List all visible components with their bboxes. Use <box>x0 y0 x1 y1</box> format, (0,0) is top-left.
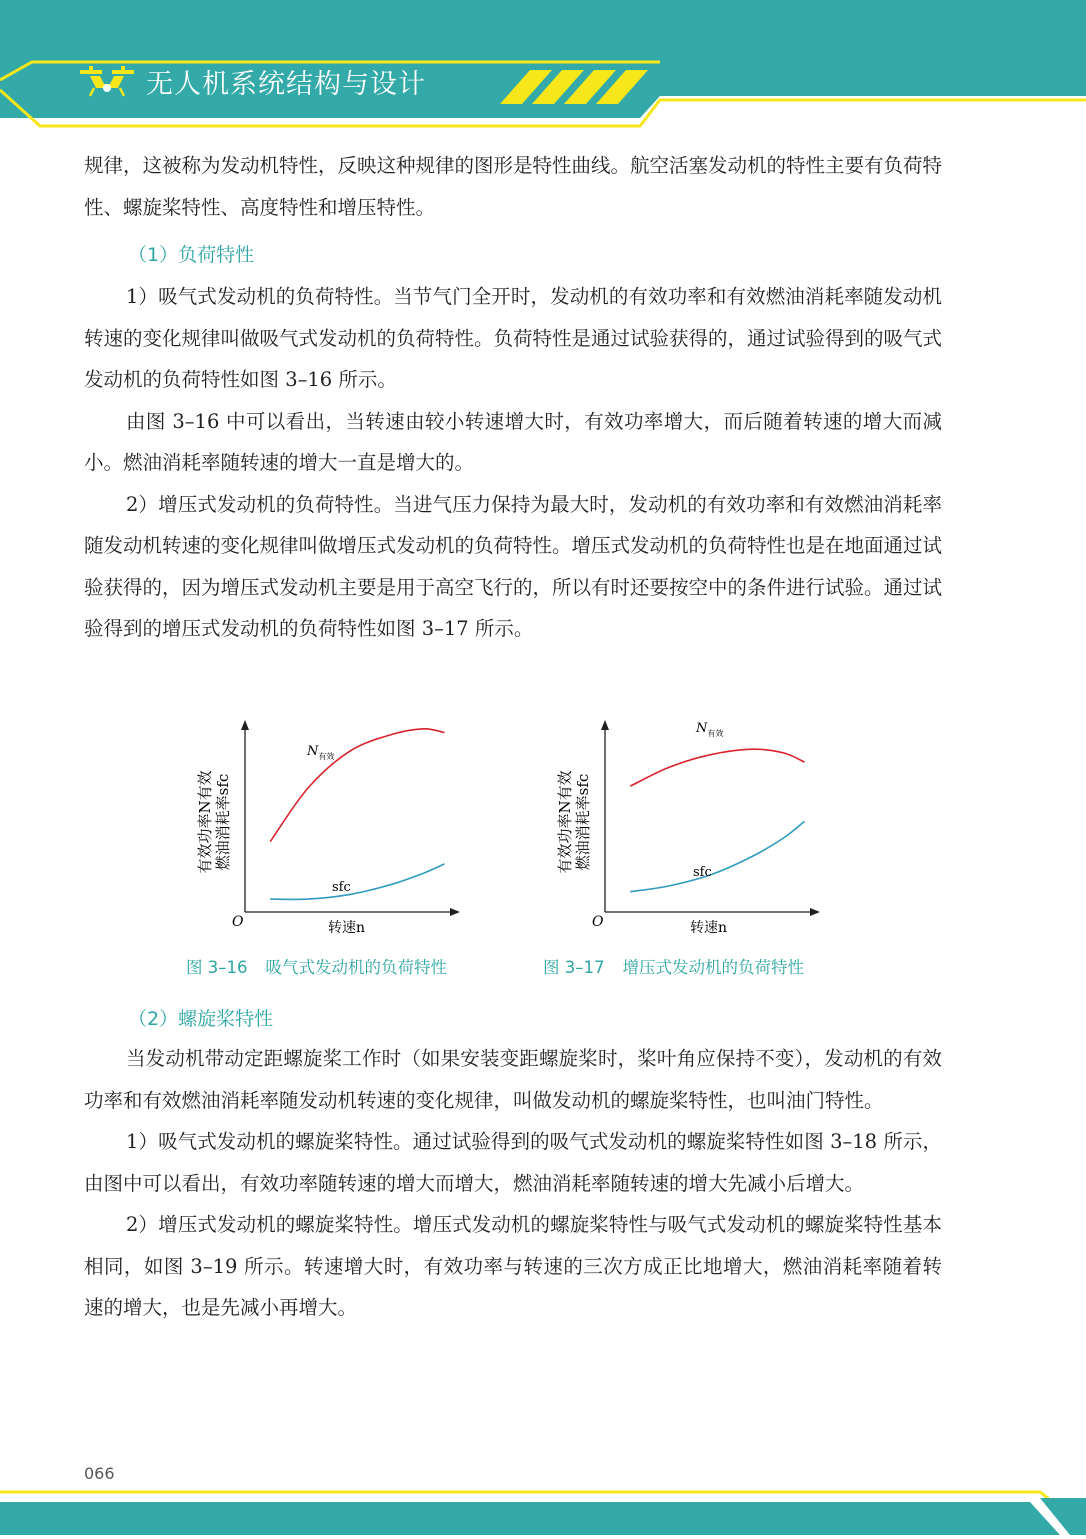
page-number: 066 <box>84 1464 115 1483</box>
text-block-top <box>84 145 942 228</box>
origin-label: O <box>592 914 604 930</box>
paragraph: 1）吸气式发动机的螺旋桨特性。通过试验得到的吸气式发动机的螺旋桨特性如图 3–18 所示，由图中可以看出，有效功率随转速的增大而增大，燃油消耗率随转速的增大先减小后增大。 <box>84 1130 942 1195</box>
series-label-sub: 有效 <box>318 752 335 761</box>
page-footer <box>0 1488 1086 1535</box>
x-axis-arrow <box>450 908 460 916</box>
figure-caption-3-17 <box>543 954 804 978</box>
y-axis-label-line1: 有效功率N有效 <box>196 770 214 874</box>
text-block-propeller <box>84 1038 942 1329</box>
series-label-sfc: sfc <box>693 865 712 880</box>
series-label-n-effective <box>695 721 723 738</box>
chart-fig-3-17 <box>550 712 840 942</box>
paragraph: 由图 3–16 中可以看出，当转速由较小转速增大时，有效功率增大，而后随着转速的增大而减小。燃油消耗率随转速的增大一直是增大的。 <box>84 409 942 474</box>
footer-band <box>0 1488 1086 1535</box>
paragraph: 2）增压式发动机的负荷特性。当进气压力保持为最大时，发动机的有效功率和有效燃油消耗率随发动机转速的变化规律叫做增压式发动机的负荷特性。增压式发动机的负荷特性也是在地面通过试验获得的，因为增压式发动机主要是用于高空飞行的，所以有时还要按空中的条件进行试验。通过试验得到的增压式发动机的负荷特性如图 3–17 所示。 <box>84 492 943 640</box>
y-axis-label-line2: 燃油消耗率sfc <box>214 773 232 871</box>
x-axis-arrow <box>810 908 820 916</box>
figure-title: 增压式发动机的负荷特性 <box>622 958 804 977</box>
series-line-n-effective <box>270 729 444 842</box>
series-line-sfc <box>630 821 804 891</box>
page-header <box>0 0 1086 140</box>
y-axis-arrow <box>241 720 249 730</box>
y-axis-arrow <box>601 720 609 730</box>
figure-number: 图 3–16 <box>186 958 248 977</box>
chart-axes <box>601 720 820 916</box>
origin-label: O <box>232 914 244 930</box>
section-heading-propeller: （2）螺旋桨特性 <box>128 1008 274 1030</box>
section-heading-load: （1）负荷特性 <box>128 244 255 266</box>
series-line-n-effective <box>630 749 804 786</box>
series-label-main: N <box>307 744 319 759</box>
figure-title: 吸气式发动机的负荷特性 <box>265 958 447 977</box>
series-label-n-effective <box>306 744 334 761</box>
x-axis-label: 转速n <box>690 920 728 936</box>
y-axis-label-line1: 有效功率N有效 <box>556 770 574 874</box>
book-title: 无人机系统结构与设计 <box>146 69 426 100</box>
series-label-sub: 有效 <box>707 729 724 738</box>
series-label-sfc: sfc <box>332 880 351 895</box>
paragraph: 规律，这被称为发动机特性，反映这种规律的图形是特性曲线。航空活塞发动机的特性主要有负荷特性、螺旋桨特性、高度特性和增压特性。 <box>84 154 943 219</box>
series-line-sfc <box>270 864 444 900</box>
y-axis-label-line2: 燃油消耗率sfc <box>574 773 592 871</box>
paragraph: 2）增压式发动机的螺旋桨特性。增压式发动机的螺旋桨特性与吸气式发动机的螺旋桨特性基本相同，如图 3–19 所示。转速增大时，有效功率与转速的三次方成正比地增大，燃油消耗率随着转速的增大，也是先减小再增大。 <box>84 1213 942 1319</box>
series-label-main: N <box>696 721 708 736</box>
paragraph: 1）吸气式发动机的负荷特性。当节气门全开时，发动机的有效功率和有效燃油消耗率随发动机转速的变化规律叫做吸气式发动机的负荷特性。负荷特性是通过试验获得的，通过试验得到的吸气式发动机的负荷特性如图 3–16 所示。 <box>84 285 943 391</box>
figure-caption-3-16 <box>186 954 447 978</box>
text-block-load <box>84 276 942 650</box>
paragraph: 当发动机带动定距螺旋桨工作时（如果安装变距螺旋桨时，桨叶角应保持不变），发动机的有效功率和有效燃油消耗率随发动机转速的变化规律，叫做发动机的螺旋桨特性，也叫油门特性。 <box>84 1047 942 1112</box>
chart-fig-3-16 <box>190 712 480 942</box>
figure-number: 图 3–17 <box>543 958 605 977</box>
x-axis-label: 转速n <box>328 920 366 936</box>
